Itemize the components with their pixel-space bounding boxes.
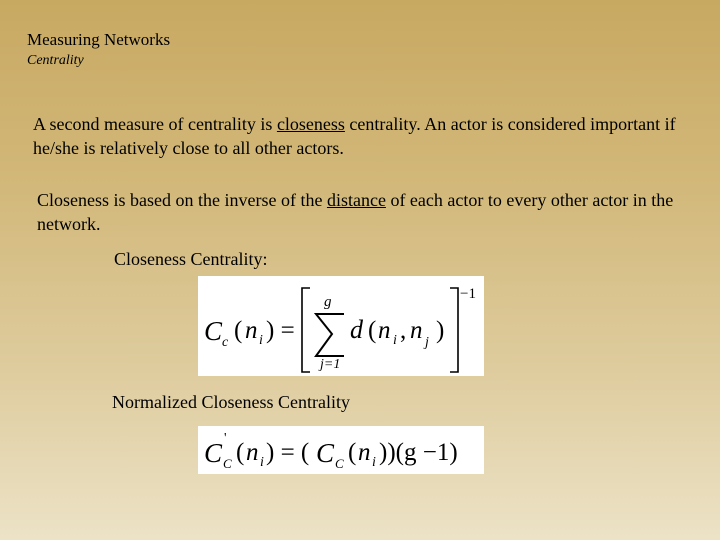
formula-symbol: C	[316, 438, 335, 468]
formula-subscript: i	[260, 455, 264, 470]
formula-subscript: i	[393, 333, 397, 348]
formula-symbol: ) =	[266, 317, 295, 344]
formula-exponent: −1	[460, 286, 476, 302]
slide-title: Measuring Networks	[27, 30, 171, 49]
formula-subscript: i	[372, 455, 376, 470]
closeness-centrality-label: Closeness Centrality:	[114, 249, 268, 269]
paragraph-closeness-intro	[33, 112, 693, 160]
paragraph-text: centrality. An actor is considered important if he/she is relatively close to all other actors.	[33, 114, 676, 158]
formula-subscript: c	[222, 335, 229, 350]
formula-symbol: C	[204, 438, 223, 468]
sum-lower-limit: j=1	[320, 357, 341, 372]
formula-symbol: (	[348, 439, 357, 466]
formula-symbol: (	[368, 317, 377, 344]
right-bracket	[450, 288, 458, 372]
formula-subscript: i	[259, 333, 263, 348]
formula-symbol: n	[358, 439, 371, 466]
formula-symbol: d	[350, 315, 363, 344]
formula-image	[198, 426, 484, 474]
formula-prime: '	[224, 431, 227, 446]
formula-symbol: ,	[400, 317, 407, 344]
formula-subscript: C	[223, 456, 232, 471]
formula-subscript: C	[335, 456, 344, 471]
formula-symbol: n	[245, 317, 258, 344]
normalized-closeness-formula	[198, 426, 484, 474]
formula-symbol: n	[410, 317, 423, 344]
formula-symbol: n	[378, 317, 391, 344]
paragraph-text: of each actor to every other actor in the network.	[37, 190, 674, 234]
formula-symbol: (	[234, 317, 243, 344]
formula-symbol: n	[246, 439, 259, 466]
slide-subtitle: Centrality	[27, 53, 84, 68]
sum-upper-limit: g	[324, 294, 332, 310]
left-bracket	[302, 288, 310, 372]
normalized-closeness-label: Normalized Closeness Centrality	[112, 392, 350, 412]
underlined-term-distance: distance	[326, 190, 386, 210]
paragraph-text: A second measure of centrality is	[33, 114, 277, 134]
paragraph-closeness-definition	[37, 188, 707, 236]
underlined-term-closeness: closeness	[276, 114, 345, 134]
paragraph-text: Closeness is based on the inverse of the	[37, 190, 327, 210]
formula-image	[198, 276, 484, 376]
formula-symbol: ) = (	[266, 439, 310, 466]
formula-symbol: C	[204, 316, 223, 346]
formula-symbol: )	[436, 317, 445, 344]
summation-sign	[316, 314, 344, 356]
formula-symbol: ))(g −1)	[379, 439, 458, 466]
formula-symbol: (	[236, 439, 245, 466]
closeness-centrality-formula	[198, 276, 484, 376]
formula-subscript: j	[425, 335, 429, 350]
